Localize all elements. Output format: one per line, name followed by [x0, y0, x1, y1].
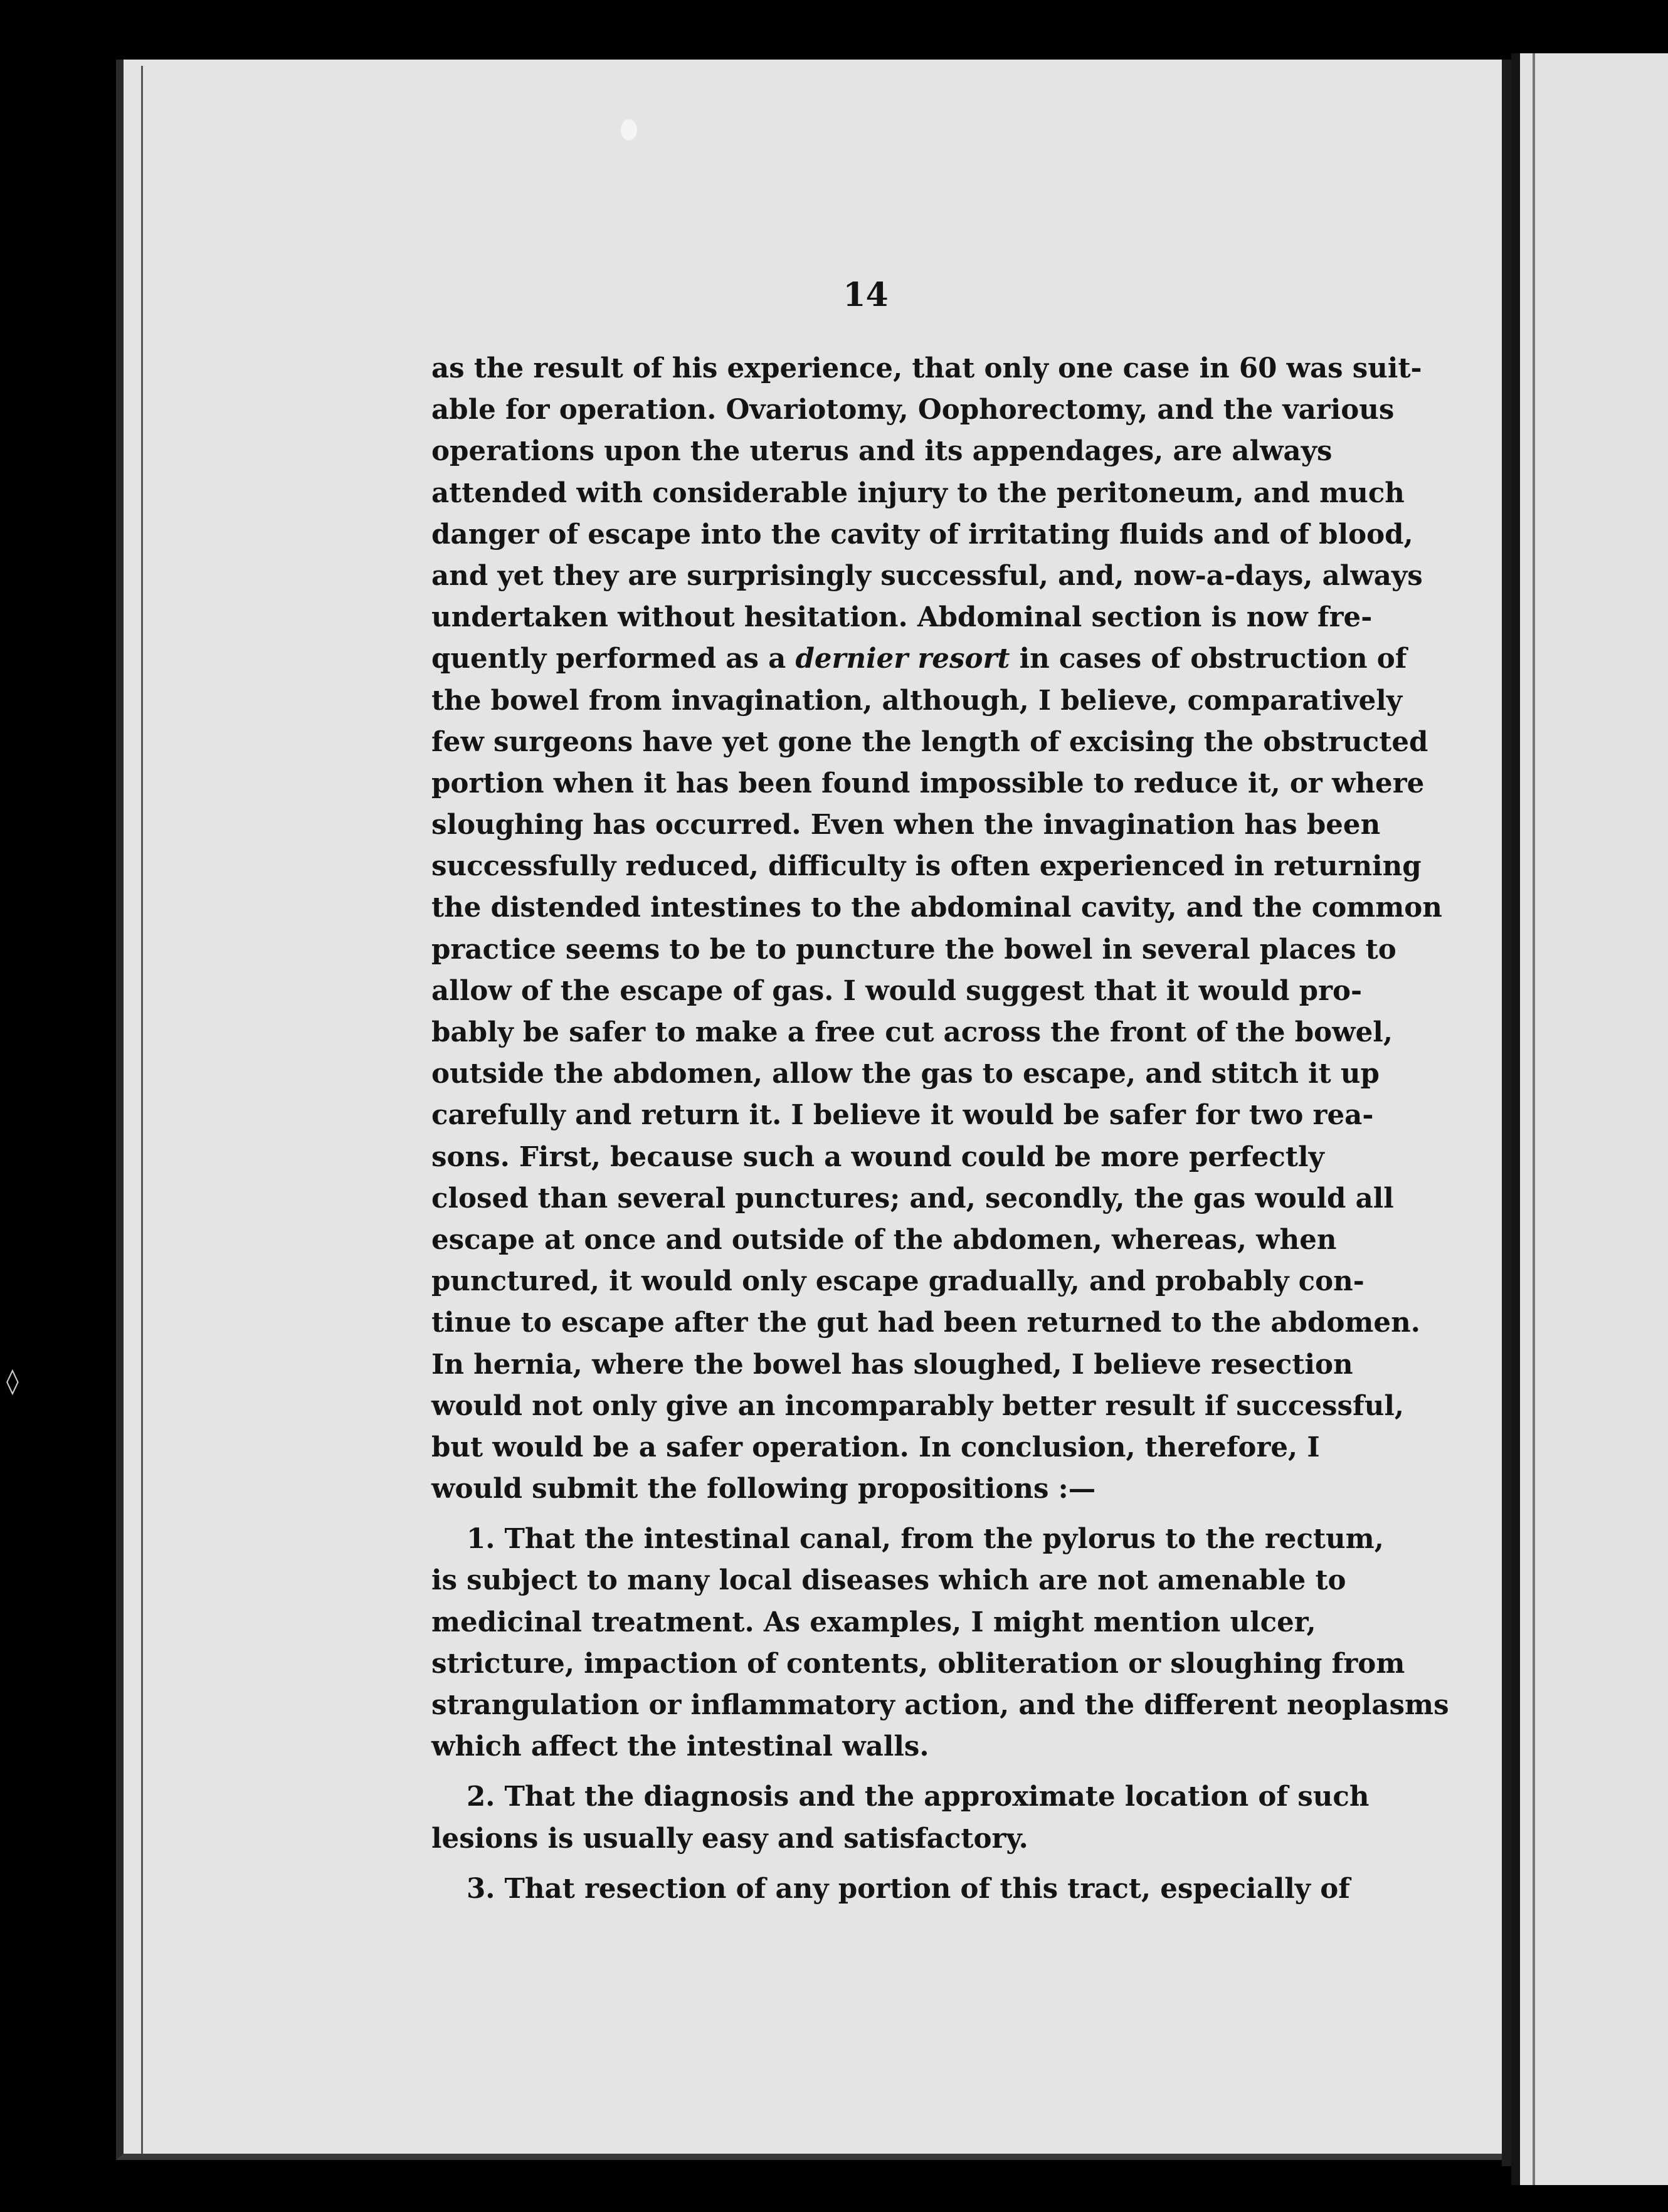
text-line: closed than several punctures; and, secondly, the gas would all — [431, 1182, 1394, 1214]
facing-page-edge — [1511, 53, 1668, 2185]
text-line: attended with considerable injury to the peritoneum, and much — [431, 477, 1405, 509]
text-line: and yet they are surprisingly successful, and, now-a-days, always — [431, 559, 1423, 592]
body-text — [431, 348, 1449, 1910]
facing-page-rule — [1533, 53, 1535, 2185]
text-line: the distended intestines to the abdominal cavity, and the common — [431, 892, 1442, 924]
margin-mark: ◊ — [6, 1367, 19, 1396]
text-line: successfully reduced, difficulty is often experienced in returning — [431, 850, 1422, 883]
text-line: would not only give an incomparably better result if successful, — [431, 1389, 1405, 1422]
text-line: allow of the escape of gas. I would suggest that it would pro- — [431, 974, 1363, 1007]
text-fragment: in cases of obstruction of — [1019, 643, 1407, 675]
text-line: 3. That resection of any portion of this tract, especially of — [467, 1872, 1350, 1905]
page-edge-rule — [141, 66, 143, 2154]
text-line: would submit the following propositions :— — [431, 1473, 1096, 1505]
paragraph-gap — [431, 1860, 1300, 1868]
text-line: stricture, impaction of contents, obliteration or sloughing from — [431, 1647, 1405, 1680]
text-line: few surgeons have yet gone the length of excising the obstructed — [431, 725, 1428, 758]
text-line: as the result of his experience, that only one case in 60 was suit- — [431, 352, 1422, 384]
text-line: 1. That the intestinal canal, from the pylorus to the rectum, — [467, 1523, 1384, 1556]
text-line: strangulation or inflammatory action, and the different neoplasms — [431, 1689, 1449, 1721]
text-line: portion when it has been found impossible to reduce it, or where — [431, 767, 1425, 799]
text-line: able for operation. Ovariotomy, Oophorectomy, and the various — [431, 394, 1395, 426]
text-line: but would be a safer operation. In conclusion, therefore, I — [431, 1431, 1320, 1463]
text-line: undertaken without hesitation. Abdominal section is now fre- — [431, 601, 1373, 634]
text-line: operations upon the uterus and its appendages, are always — [431, 435, 1333, 468]
text-line: escape at once and outside of the abdomen, whereas, when — [431, 1223, 1337, 1256]
text-line: 2. That the diagnosis and the approximate location of such — [467, 1781, 1370, 1813]
text-line: lesions is usually easy and satisfactory. — [431, 1822, 1028, 1855]
paragraph-gap — [431, 1767, 1300, 1776]
page-number: 14 — [843, 276, 889, 314]
text-line: practice seems to be to puncture the bowel in several places to — [431, 933, 1396, 966]
text-line: tinue to escape after the gut had been returned to the abdomen. — [431, 1307, 1420, 1339]
text-line: danger of escape into the cavity of irritating fluids and of blood, — [431, 518, 1413, 550]
text-line: punctured, it would only escape gradually, and probably con- — [431, 1265, 1364, 1298]
paragraph-gap — [431, 1510, 1300, 1519]
text-line: carefully and return it. I believe it would be safer for two rea- — [431, 1099, 1374, 1132]
text-line: sons. First, because such a wound could be more perfectly — [431, 1140, 1324, 1173]
paper-blemish — [621, 119, 637, 140]
text-fragment: quently performed as a — [431, 643, 786, 675]
text-line: medicinal treatment. As examples, I might mention ulcer, — [431, 1606, 1316, 1638]
italic-phrase: dernier resort — [795, 643, 1010, 675]
text-line: which affect the intestinal walls. — [431, 1730, 929, 1763]
text-line: sloughing has occurred. Even when the invagination has been — [431, 809, 1381, 841]
text-line: is subject to many local diseases which are not amenable to — [431, 1564, 1346, 1597]
text-line: the bowel from invagination, although, I believe, comparatively — [431, 684, 1403, 717]
proposition — [431, 1776, 1370, 1859]
proposition — [431, 1868, 1350, 1910]
text-line — [431, 638, 1407, 680]
text-line: bably be safer to make a free cut across the front of the bowel, — [431, 1016, 1393, 1048]
proposition — [431, 1519, 1449, 1767]
paragraph — [431, 348, 1442, 1510]
text-line: outside the abdomen, allow the gas to escape, and stitch it up — [431, 1058, 1380, 1090]
text-line: In hernia, where the bowel has sloughed, I believe resection — [431, 1348, 1353, 1381]
